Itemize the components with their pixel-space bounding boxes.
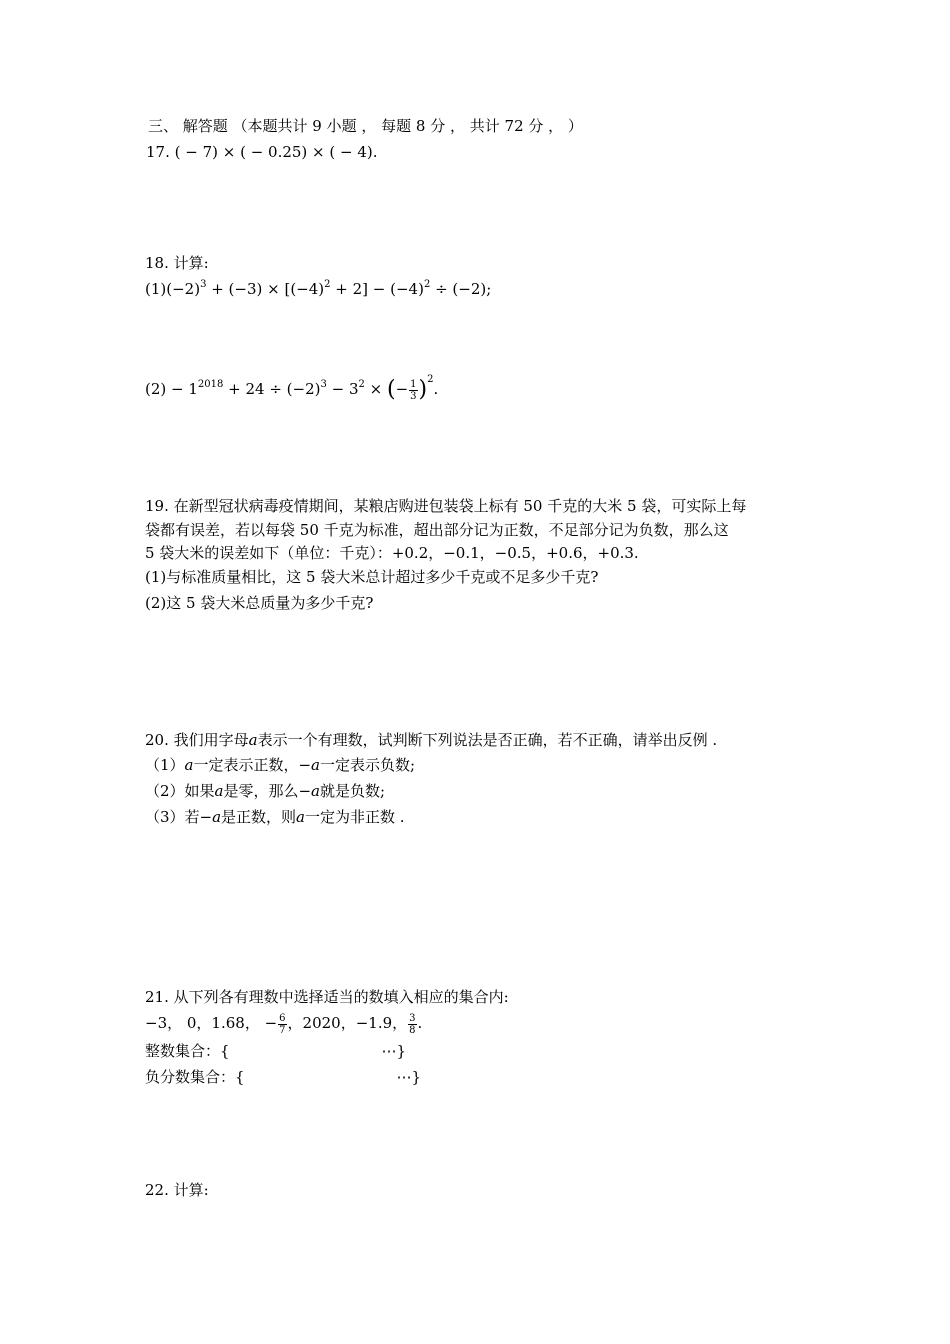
question-19-sub-2: (2)这 5 袋大米总质量为多少千克? xyxy=(145,594,374,612)
negative-fraction-set-end: ⋯} xyxy=(396,1068,422,1086)
question-21-line-1: 21. 从下列各有理数中选择适当的数填入相应的集合内: xyxy=(145,988,509,1006)
q18-p1-exponent: 2 xyxy=(423,279,431,290)
q21-fraction xyxy=(408,1013,416,1036)
integer-set-end: ⋯} xyxy=(381,1042,407,1060)
q18-p1-exponent: 3 xyxy=(200,279,207,290)
q18-p1-text: + (−3) × [(−4) xyxy=(206,280,325,298)
q21-numbers-text: . xyxy=(417,1014,423,1032)
question-20-sub-1: （1）𝑎一定表示正数，−𝑎一定表示负数; xyxy=(145,756,416,774)
question-20-sub-3: （3）若−𝑎是正数，则𝑎一定为非正数 . xyxy=(145,808,405,826)
q18-p2-text: − 3 xyxy=(326,380,359,398)
q18-p2-fraction xyxy=(409,379,417,402)
q18-p2-paren: ( xyxy=(387,377,396,402)
question-18-part-2 xyxy=(145,374,439,402)
question-18-part-1 xyxy=(145,278,491,300)
integer-set-label: 整数集合：{ xyxy=(145,1042,230,1060)
question-17: 17. ( − 7) × ( − 0.25) × ( − 4). xyxy=(146,143,378,161)
q18-p2-paren: ) xyxy=(418,377,428,402)
q18-p2-exponent: 2018 xyxy=(197,379,224,390)
question-21-negative-fraction-set xyxy=(145,1066,421,1088)
question-19-line-3: 5 袋大米的误差如下（单位：千克）：+0.2，−0.1，−0.5，+0.6，+0.3. xyxy=(145,544,639,562)
question-20-line-1: 20. 我们用字母𝑎表示一个有理数，试判断下列说法是否正确，若不正确，请举出反例 . xyxy=(145,731,718,749)
q18-p1-text: ÷ (−2); xyxy=(430,280,492,298)
q18-p2-exponent: 3 xyxy=(320,379,327,390)
negative-fraction-set-label: 负分数集合：{ xyxy=(145,1068,245,1086)
fraction-numerator: 1 xyxy=(410,378,417,390)
q18-p2-exponent: 2 xyxy=(358,379,365,390)
section-heading: 三、 解答题 （本题共计 9 小题 ， 每题 8 分 ， 共计 72 分 ， ） xyxy=(148,117,583,135)
q21-numbers-text: ，2020，−1.9， xyxy=(287,1014,408,1032)
question-21-numbers xyxy=(145,1012,422,1036)
q18-p2-text: × xyxy=(364,380,387,398)
question-18-title: 18. 计算: xyxy=(145,254,209,272)
q18-p2-text: . xyxy=(433,380,439,398)
q18-p1-text: + 2] − (−4) xyxy=(330,280,424,298)
q18-p1-text: (1)(−2) xyxy=(145,280,201,298)
q18-p1-exponent: 2 xyxy=(324,279,331,290)
fraction-numerator: 6 xyxy=(279,1012,286,1024)
q21-fraction xyxy=(278,1013,286,1036)
fraction-numerator: 3 xyxy=(409,1012,416,1024)
q18-p2-text: (2) − 1 xyxy=(145,380,198,398)
question-20-sub-2: （2）如果𝑎是零，那么−𝑎就是负数; xyxy=(145,782,386,800)
question-19-line-2: 袋都有误差，若以每袋 50 千克为标准，超出部分记为正数，不足部分记为负数，那么这 xyxy=(145,521,729,539)
q18-p2-text: + 24 ÷ (−2) xyxy=(223,380,321,398)
q21-numbers-text: −3， 0，1.68， − xyxy=(145,1014,278,1032)
fraction-denominator: 7 xyxy=(279,1024,286,1036)
question-19-sub-1: (1)与标准质量相比，这 5 袋大米总计超过多少千克或不足多少千克? xyxy=(145,568,599,586)
question-22-title: 22. 计算: xyxy=(145,1181,209,1199)
q18-p2-text: − xyxy=(395,380,409,398)
fraction-denominator: 8 xyxy=(409,1024,416,1036)
fraction-denominator: 3 xyxy=(410,390,417,402)
question-21-integer-set xyxy=(145,1040,406,1062)
q18-p2-exponent: 2 xyxy=(427,374,434,385)
question-19-line-1: 19. 在新型冠状病毒疫情期间，某粮店购进包装袋上标有 50 千克的大米 5 袋，可实际上每 xyxy=(145,497,747,515)
